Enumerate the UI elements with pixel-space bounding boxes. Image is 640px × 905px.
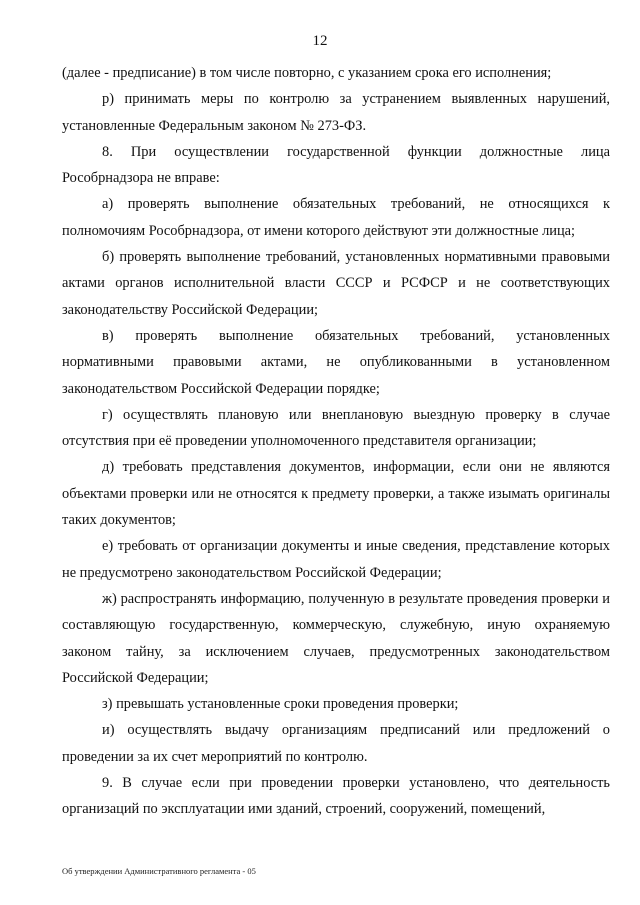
paragraph-section-8: 8. При осуществлении государственной функции должностные лица Рособрнадзора не вправе: (62, 143, 610, 187)
document-body (62, 60, 610, 823)
paragraph-item-zh: ж) распространять информацию, полученную в результате проведения проверки и составляющую государственную, коммерческую, служебную, иную охраняемую законом тайну, за исключением случаев, предусмотренных законодательством Российской Федерации; (62, 590, 610, 686)
paragraph-item-r: р) принимать меры по контролю за устранением выявленных нарушений, установленные Федеральным законом № 273-ФЗ. (62, 91, 610, 134)
paragraph-item-v: в) проверять выполнение обязательных требований, установленных нормативными правовыми актами, не опубликованными в установленном законодательством Российской Федерации порядке; (62, 327, 610, 397)
paragraph-item-z: з) превышать установленные сроки проведения проверки; (102, 696, 459, 713)
paragraph-item-e: е) требовать от организации документы и иные сведения, представление которых не предусмотрено законодательством Российской Федерации; (62, 538, 610, 581)
paragraph-item-i: и) осуществлять выдачу организациям предписаний или предложений о проведении за их счет мероприятий по контролю. (62, 722, 610, 765)
paragraph-item-a: а) проверять выполнение обязательных требований, не относящихся к полномочиям Рособрнадзора, от имени которого действуют эти должностные лица; (62, 196, 610, 239)
page-footer: Об утверждении Административного регламента - 05 (62, 866, 256, 876)
paragraph-section-9: 9. В случае если при проведении проверки установлено, что деятельность организаций по эксплуатации ими зданий, строений, сооружений, помещений, (62, 775, 610, 818)
page-number: 12 (312, 33, 328, 49)
paragraph-item-b: б) проверять выполнение требований, установленных нормативными правовыми актами органов исполнительной власти СССР и РСФСР и не соответствующих законодательству Российской Федерации; (62, 249, 610, 318)
paragraph-continuation: (далее - предписание) в том числе повторно, с указанием срока его исполнения; (62, 65, 552, 81)
paragraph-item-d: д) требовать представления документов, информации, если они не являются объектами проверки или не относятся к предмету проверки, а также изымать оригиналы таких документов; (62, 459, 610, 529)
paragraph-item-g: г) осуществлять плановую или внеплановую выездную проверку в случае отсутствия при её проведении уполномоченного представителя организации; (62, 406, 610, 450)
